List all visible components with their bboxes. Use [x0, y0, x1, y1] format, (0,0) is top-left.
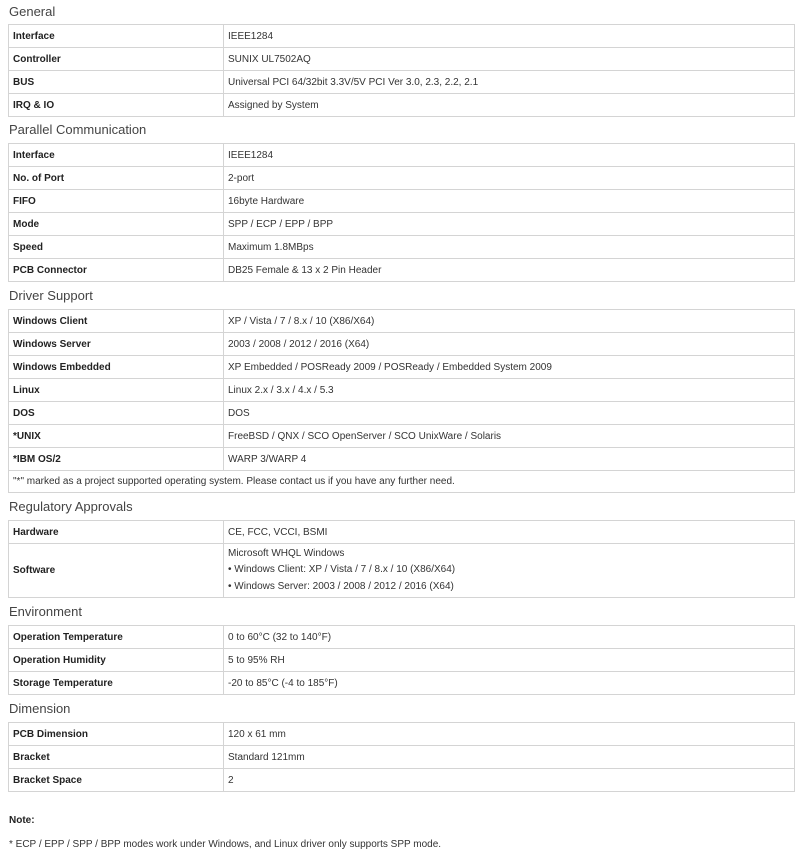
section-title: Parallel Communication	[9, 122, 147, 137]
row-value: Linux 2.x / 3.x / 4.x / 5.3	[224, 379, 795, 402]
row-value: CE, FCC, VCCI, BSMI	[224, 521, 795, 544]
row-value: XP Embedded / POSReady 2009 / POSReady / Embedded System 2009	[224, 356, 795, 379]
row-value: DOS	[224, 402, 795, 425]
row-label: Operation Humidity	[9, 649, 224, 672]
note-text: * ECP / EPP / SPP / BPP modes work under Windows, and Linux driver only supports SPP mode.	[9, 839, 442, 850]
row-value: Assigned by System	[224, 94, 795, 117]
note-block	[0, 814, 800, 852]
row-label: Storage Temperature	[9, 672, 224, 695]
table-row	[9, 71, 795, 94]
row-value: IEEE1284	[224, 25, 795, 48]
row-label: DOS	[9, 402, 224, 425]
row-label: Mode	[9, 213, 224, 236]
table-row	[9, 379, 795, 402]
row-label: No. of Port	[9, 167, 224, 190]
row-label: Hardware	[9, 521, 224, 544]
table-row	[9, 471, 795, 493]
table-row	[9, 746, 795, 769]
section-title: Driver Support	[9, 288, 93, 303]
row-value: 2	[224, 769, 795, 792]
row-value: Maximum 1.8MBps	[224, 236, 795, 259]
row-value: 0 to 60°C (32 to 140°F)	[224, 626, 795, 649]
table-row	[9, 448, 795, 471]
row-label: *UNIX	[9, 425, 224, 448]
row-value: FreeBSD / QNX / SCO OpenServer / SCO UnixWare / Solaris	[224, 425, 795, 448]
row-label: Interface	[9, 25, 224, 48]
row-value: 2-port	[224, 167, 795, 190]
software-line: • Windows Server: 2003 / 2008 / 2012 / 2016 (X64)	[228, 580, 454, 592]
table-row	[9, 236, 795, 259]
row-label: FIFO	[9, 190, 224, 213]
row-label: Bracket Space	[9, 769, 224, 792]
row-value: Standard 121mm	[224, 746, 795, 769]
spec-table	[8, 722, 795, 792]
table-row	[9, 213, 795, 236]
row-value: 16byte Hardware	[224, 190, 795, 213]
table-row	[9, 333, 795, 356]
spec-table	[8, 143, 795, 282]
table-row	[9, 48, 795, 71]
table-row	[9, 259, 795, 282]
section-parallel-communication	[0, 117, 800, 282]
row-label: Windows Embedded	[9, 356, 224, 379]
row-value: -20 to 85°C (-4 to 185°F)	[224, 672, 795, 695]
table-row	[9, 544, 795, 598]
spec-table	[8, 24, 795, 117]
section-environment	[0, 598, 800, 695]
row-label: Controller	[9, 48, 224, 71]
table-row	[9, 94, 795, 117]
table-row	[9, 310, 795, 333]
section-dimension	[0, 695, 800, 792]
row-value: DB25 Female & 13 x 2 Pin Header	[224, 259, 795, 282]
row-label: Windows Client	[9, 310, 224, 333]
table-row	[9, 25, 795, 48]
note-title: Note:	[9, 815, 35, 826]
spec-table	[8, 309, 795, 493]
section-title: Regulatory Approvals	[9, 499, 133, 514]
row-value: IEEE1284	[224, 144, 795, 167]
row-label: Speed	[9, 236, 224, 259]
spec-table	[8, 625, 795, 695]
row-label: Operation Temperature	[9, 626, 224, 649]
table-row	[9, 190, 795, 213]
spec-table	[8, 520, 795, 598]
row-value: 2003 / 2008 / 2012 / 2016 (X64)	[224, 333, 795, 356]
table-row	[9, 672, 795, 695]
row-label: Linux	[9, 379, 224, 402]
section-title: General	[9, 4, 56, 19]
row-label: *IBM OS/2	[9, 448, 224, 471]
software-line: Microsoft WHQL Windows	[228, 547, 345, 559]
table-row	[9, 402, 795, 425]
row-label: Interface	[9, 144, 224, 167]
section-general	[0, 0, 800, 117]
row-value: XP / Vista / 7 / 8.x / 10 (X86/X64)	[224, 310, 795, 333]
row-value	[224, 544, 795, 598]
driver-support-note: "*" marked as a project supported operating system. Please contact us if you have any further need.	[9, 471, 795, 493]
section-title: Environment	[9, 604, 82, 619]
table-row	[9, 521, 795, 544]
table-row	[9, 144, 795, 167]
row-label: Software	[9, 544, 224, 598]
row-label: PCB Connector	[9, 259, 224, 282]
table-row	[9, 425, 795, 448]
row-value: SPP / ECP / EPP / BPP	[224, 213, 795, 236]
row-value: SUNIX UL7502AQ	[224, 48, 795, 71]
table-row	[9, 723, 795, 746]
section-driver-support	[0, 282, 800, 493]
table-row	[9, 769, 795, 792]
row-label: Windows Server	[9, 333, 224, 356]
row-label: PCB Dimension	[9, 723, 224, 746]
row-value: 5 to 95% RH	[224, 649, 795, 672]
row-label: IRQ & IO	[9, 94, 224, 117]
software-line: • Windows Client: XP / Vista / 7 / 8.x / 10 (X86/X64)	[228, 564, 456, 576]
row-value: WARP 3/WARP 4	[224, 448, 795, 471]
row-value: 120 x 61 mm	[224, 723, 795, 746]
table-row	[9, 649, 795, 672]
row-label: Bracket	[9, 746, 224, 769]
section-title: Dimension	[9, 701, 71, 716]
table-row	[9, 626, 795, 649]
table-row	[9, 167, 795, 190]
row-label: BUS	[9, 71, 224, 94]
table-row	[9, 356, 795, 379]
section-regulatory-approvals	[0, 493, 800, 598]
row-value: Universal PCI 64/32bit 3.3V/5V PCI Ver 3.0, 2.3, 2.2, 2.1	[224, 71, 795, 94]
